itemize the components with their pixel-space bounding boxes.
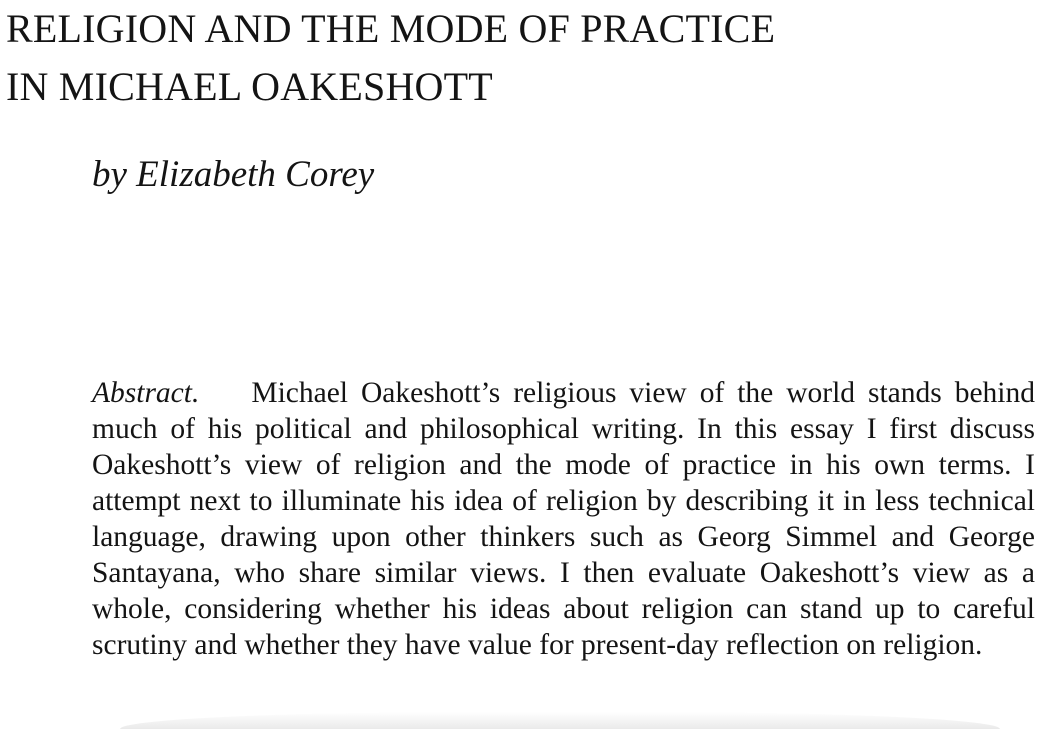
abstract bbox=[92, 375, 1035, 663]
paper-title bbox=[6, 0, 1036, 116]
page-edge-shadow bbox=[120, 712, 1000, 729]
abstract-label: Abstract. bbox=[92, 377, 200, 409]
title-line-1: RELIGION AND THE MODE OF PRACTICE bbox=[6, 6, 776, 51]
abstract-text: Michael Oakeshott’s religious view of the world stands behind much of his political and philosophical writing. In this essay I first discuss Oakeshott’s view of religion and the mode of practice in his own terms. I attempt next to illuminate his idea of religion by describing it in less technical language, drawing upon other thinkers such as Georg Simmel and George Santayana, who share similar views. I then evaluate Oakeshott’s view as a whole, considering whether his ideas about religion can stand up to careful scrutiny and whether they have value for present-day reflection on religion. bbox=[92, 377, 1035, 661]
author-byline: by Elizabeth Corey bbox=[92, 154, 375, 195]
title-line-2: IN MICHAEL OAKESHOTT bbox=[6, 64, 493, 109]
